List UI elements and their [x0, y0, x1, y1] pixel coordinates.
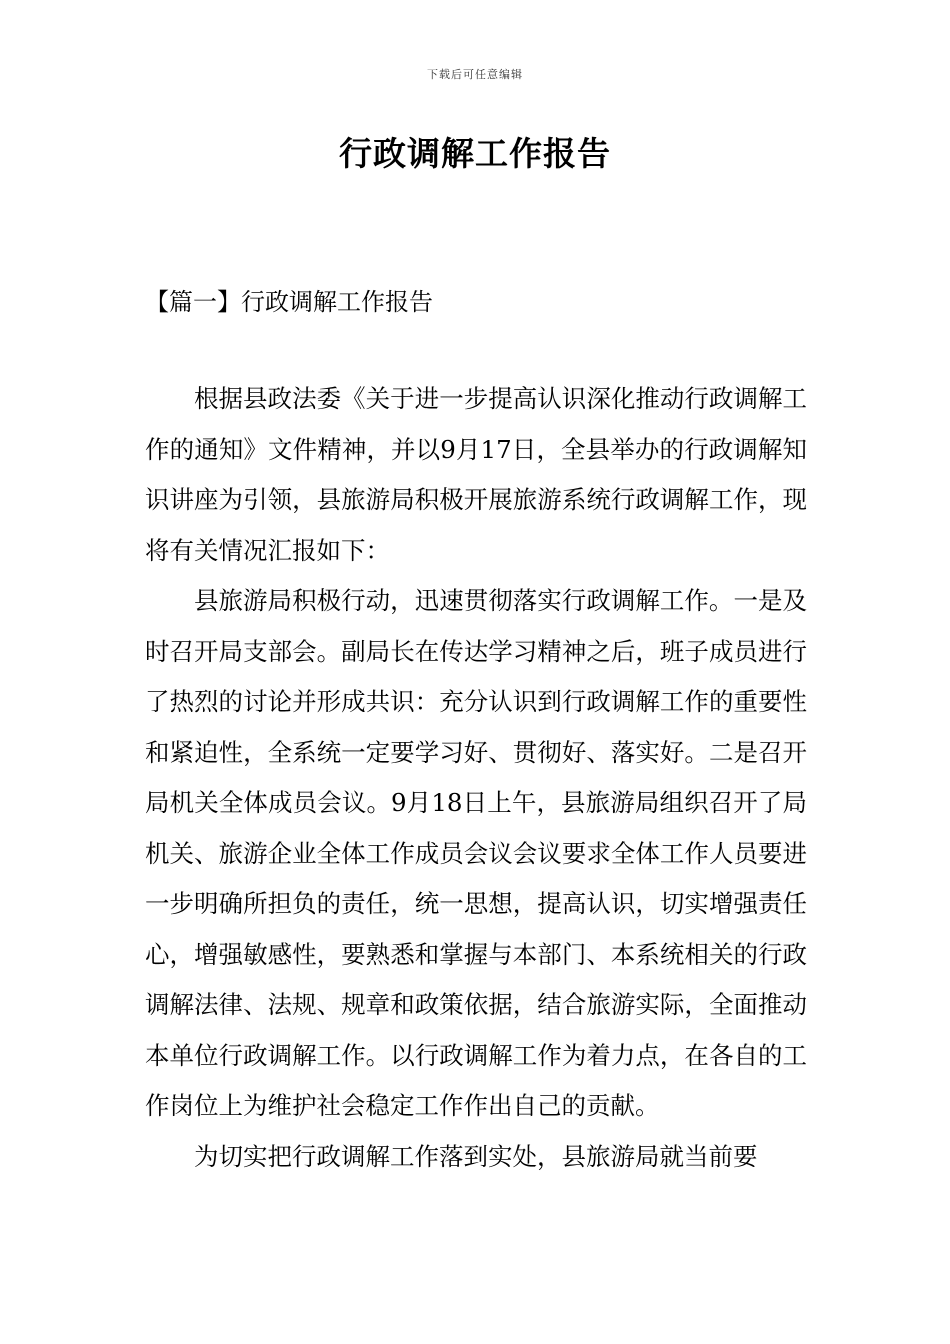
section-heading: 【篇一】行政调解工作报告 [145, 288, 433, 316]
header-note: 下载后可任意编辑 [427, 68, 523, 81]
paragraph-1: 根据县政法委《关于进一步提高认识深化推动行政调解工作的通知》文件精神，并以9月17日，全县举办的行政调解知识讲座为引领，县旅游局积极开展旅游系统行政调解工作，现将有关情况汇报如下： [145, 384, 807, 565]
paragraph-2: 县旅游局积极行动，迅速贯彻落实行政调解工作。一是及时召开局支部会。副局长在传达学习精神之后，班子成员进行了热烈的讨论并形成共识：充分认识到行政调解工作的重要性和紧迫性，全系统一定要学习好、贯彻好、落实好。二是召开局机关全体成员会议。9月18日上午，县旅游局组织召开了局机关、旅游企业全体工作成员会议会议要求全体工作人员要进一步明确所担负的责任，统一思想，提高认识，切实增强责任心，增强敏感性，要熟悉和掌握与本部门、本系统相关的行政调解法律、法规、规章和政策依据，结合旅游实际，全面推动本单位行政调解工作。以行政调解工作为着力点，在各自的工作岗位上为维护社会稳定工作作出自己的贡献。 [145, 586, 807, 1120]
document-title: 行政调解工作报告 [339, 134, 611, 173]
paragraph-3: 为切实把行政调解工作落到实处，县旅游局就当前要 [194, 1141, 758, 1171]
document-body [145, 374, 807, 1182]
